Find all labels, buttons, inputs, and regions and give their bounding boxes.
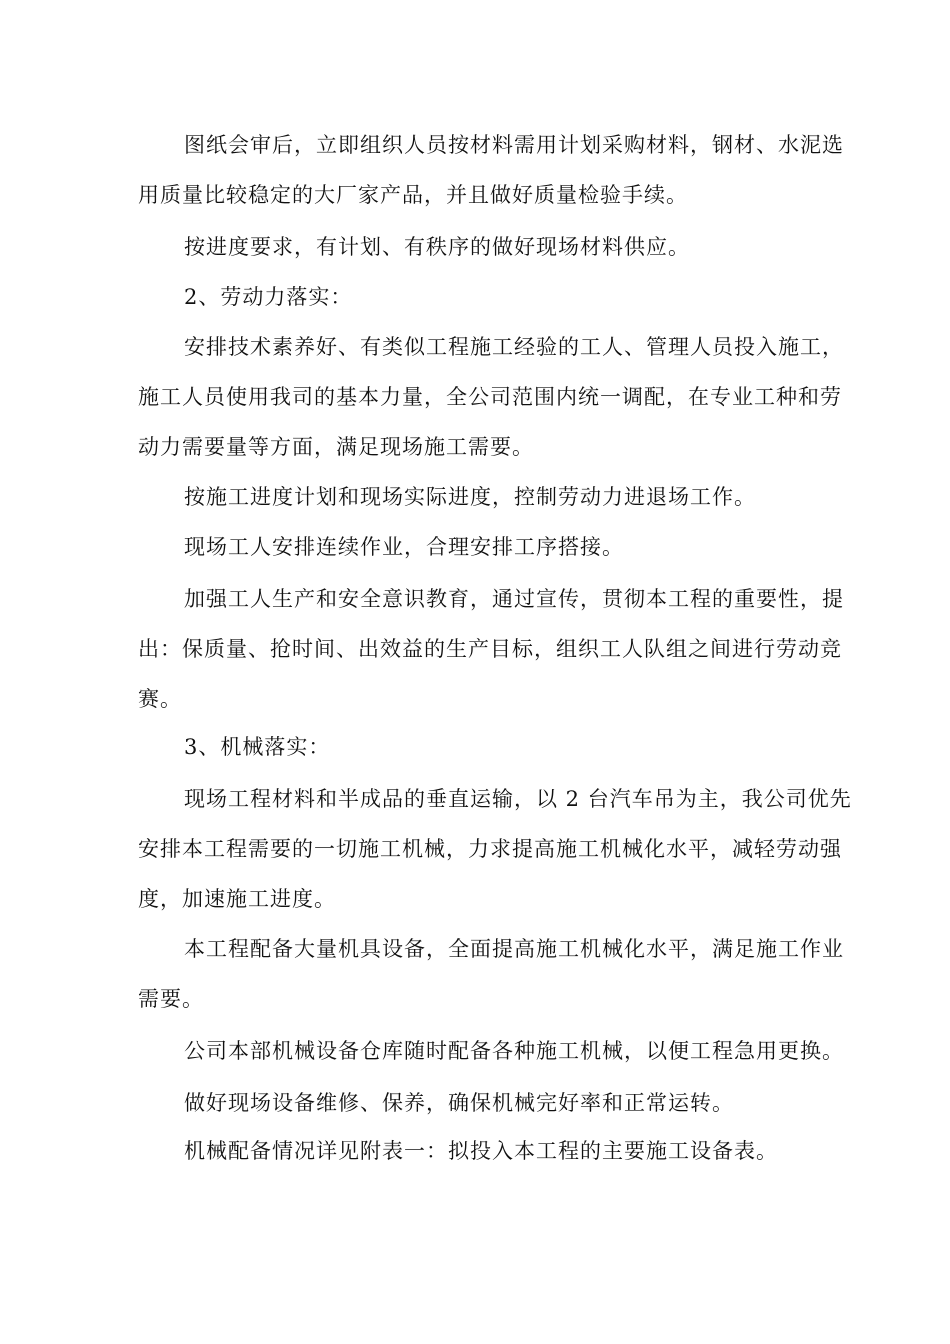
paragraph-equipment-table-reference bbox=[138, 1126, 828, 1176]
text-line: 度，加速施工进度。 bbox=[138, 887, 336, 911]
paragraph-maintenance bbox=[138, 1078, 828, 1128]
text-line: 现场工人安排连续作业，合理安排工序搭接。 bbox=[184, 535, 624, 559]
text-line: 需要。 bbox=[138, 987, 204, 1011]
paragraph-warehouse bbox=[138, 1026, 844, 1076]
heading-machinery bbox=[138, 722, 828, 772]
text-line: 加强工人生产和安全意识教育，通过宣传，贯彻本工程的重要性，提 bbox=[184, 587, 844, 611]
paragraph-labor-arrangement bbox=[138, 322, 844, 472]
paragraph-material-procurement bbox=[138, 120, 844, 220]
text-line: 出：保质量、抢时间、出效益的生产目标，组织工人队组之间进行劳动竞 bbox=[138, 637, 842, 661]
text-line: 做好现场设备维修、保养，确保机械完好率和正常运转。 bbox=[184, 1091, 734, 1115]
paragraph-material-supply bbox=[138, 222, 828, 272]
text-line: 3、机械落实： bbox=[184, 735, 331, 759]
text-line: 本工程配备大量机具设备，全面提高施工机械化水平，满足施工作业 bbox=[184, 937, 844, 961]
text-line: 施工人员使用我司的基本力量，全公司范围内统一调配，在专业工种和劳 bbox=[138, 385, 842, 409]
text-line: 图纸会审后，立即组织人员按材料需用计划采购材料，钢材、水泥选 bbox=[184, 133, 844, 157]
paragraph-continuous-work bbox=[138, 522, 828, 572]
text-line: 2、劳动力落实： bbox=[184, 285, 353, 309]
text-line: 安排本工程需要的一切施工机械，力求提高施工机械化水平，减轻劳动强 bbox=[138, 837, 842, 861]
text-line: 按进度要求，有计划、有秩序的做好现场材料供应。 bbox=[184, 235, 690, 259]
text-line: 赛。 bbox=[138, 687, 182, 711]
paragraph-equipment-config bbox=[138, 924, 844, 1024]
text-line: 按施工进度计划和现场实际进度，控制劳动力进退场工作。 bbox=[184, 485, 756, 509]
heading-labor bbox=[138, 272, 828, 322]
text-line: 公司本部机械设备仓库随时配备各种施工机械，以便工程急用更换。 bbox=[184, 1039, 844, 1063]
paragraph-safety-education bbox=[138, 574, 844, 724]
paragraph-labor-control bbox=[138, 472, 828, 522]
text-line: 安排技术素养好、有类似工程施工经验的工人、管理人员投入施工， bbox=[184, 335, 844, 359]
text-line: 机械配备情况详见附表一：拟投入本工程的主要施工设备表。 bbox=[184, 1139, 778, 1163]
text-line: 动力需要量等方面，满足现场施工需要。 bbox=[138, 435, 534, 459]
text-line: 用质量比较稳定的大厂家产品，并且做好质量检验手续。 bbox=[138, 183, 688, 207]
paragraph-vertical-transport bbox=[138, 774, 852, 924]
text-line: 现场工程材料和半成品的垂直运输，以 2 台汽车吊为主，我公司优先 bbox=[184, 787, 852, 811]
